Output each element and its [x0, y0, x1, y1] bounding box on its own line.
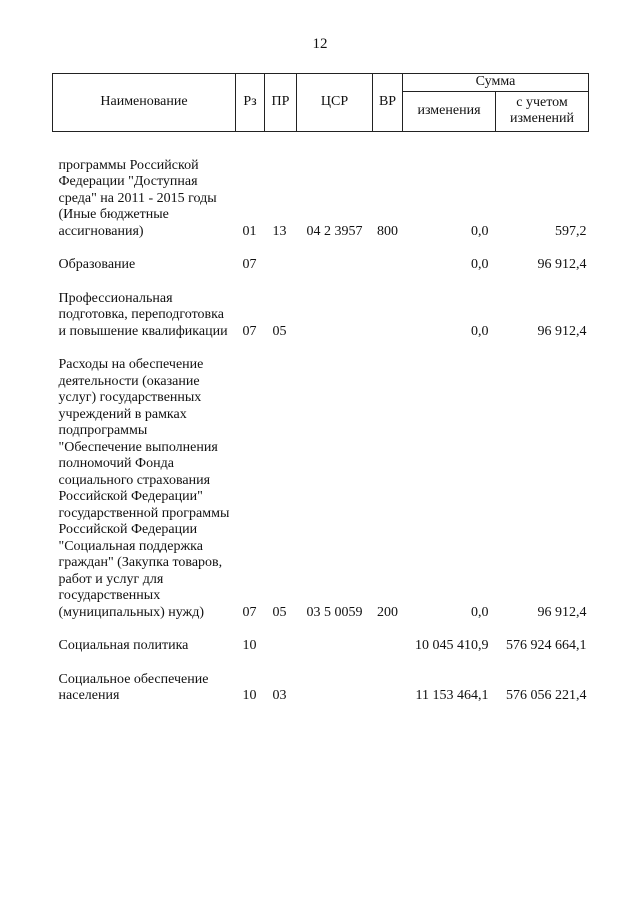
- row-total: 576 924 664,1: [506, 638, 587, 653]
- row-vr: [373, 257, 403, 274]
- row-name: Образование: [58, 257, 136, 272]
- header-changes: изменения: [403, 91, 496, 131]
- row-name: программы Российской Федерации "Доступная среда" на 2011 - 2015 годы (Иные бюджетные ассигнования): [58, 157, 217, 239]
- table-row: [53, 158, 589, 241]
- row-rz: 07: [242, 604, 257, 620]
- row-csr: [297, 291, 373, 341]
- table-header: [53, 74, 589, 132]
- header-name: Наименование: [53, 74, 236, 132]
- table-row: [53, 672, 589, 705]
- header-vr: ВР: [373, 74, 403, 132]
- table-row: [53, 257, 589, 274]
- header-csr: ЦСР: [297, 74, 373, 132]
- row-pr: 03: [272, 688, 287, 703]
- row-pr: 05: [272, 604, 287, 620]
- row-name: Социальное обеспечение населения: [58, 671, 209, 703]
- row-change: 10 045 410,9: [415, 638, 489, 653]
- row-change: 0,0: [471, 323, 489, 339]
- row-vr: 200: [377, 604, 398, 620]
- table-row: [53, 291, 589, 341]
- table-row: [53, 638, 589, 655]
- row-csr: 03 5 0059: [306, 604, 363, 620]
- row-pr: 05: [272, 323, 287, 339]
- row-total: 597,2: [555, 223, 587, 239]
- header-sum: Сумма: [403, 74, 589, 92]
- header-pr: ПР: [265, 74, 297, 132]
- row-name: Социальная политика: [58, 638, 189, 653]
- row-rz: 01: [242, 223, 257, 239]
- row-pr: [265, 638, 297, 655]
- row-rz: 10: [242, 688, 257, 703]
- row-rz: 10: [242, 638, 257, 653]
- row-vr: 800: [377, 223, 398, 239]
- row-vr: [373, 291, 403, 341]
- row-rz: 07: [242, 257, 257, 272]
- row-total: 96 912,4: [537, 604, 587, 620]
- row-change: 0,0: [471, 223, 489, 239]
- row-name: Расходы на обеспечение деятельности (оказание услуг) государственных учреждений в рамках подпрограммы "Обеспечение выполнения полномочий Фонда социального страхования Российской Федерации" государственной программы Российской Федерации "Социальная поддержка граждан" (Закупка товаров, работ и услуг для государственных (муниципальных) нужд): [58, 357, 230, 620]
- row-pr: 13: [272, 223, 287, 239]
- row-change: 11 153 464,1: [415, 688, 489, 703]
- row-csr: [297, 672, 373, 705]
- row-csr: [297, 257, 373, 274]
- row-vr: [373, 672, 403, 705]
- table-row: [53, 357, 589, 621]
- budget-table: [52, 73, 589, 705]
- row-change: 0,0: [471, 257, 489, 272]
- row-total: 576 056 221,4: [506, 688, 587, 703]
- row-csr: [297, 638, 373, 655]
- table-body: [53, 131, 589, 705]
- page-number: 12: [312, 36, 328, 52]
- row-vr: [373, 638, 403, 655]
- row-name: Профессиональная подготовка, переподготовка и повышение квалификации: [58, 290, 228, 339]
- row-change: 0,0: [471, 604, 489, 620]
- row-csr: 04 2 3957: [306, 223, 363, 239]
- row-pr: [265, 257, 297, 274]
- header-with-changes: с учетом изменений: [496, 91, 589, 131]
- row-total: 96 912,4: [537, 257, 587, 272]
- row-rz: 07: [242, 323, 257, 339]
- row-total: 96 912,4: [537, 323, 587, 339]
- header-rz: Рз: [236, 74, 265, 132]
